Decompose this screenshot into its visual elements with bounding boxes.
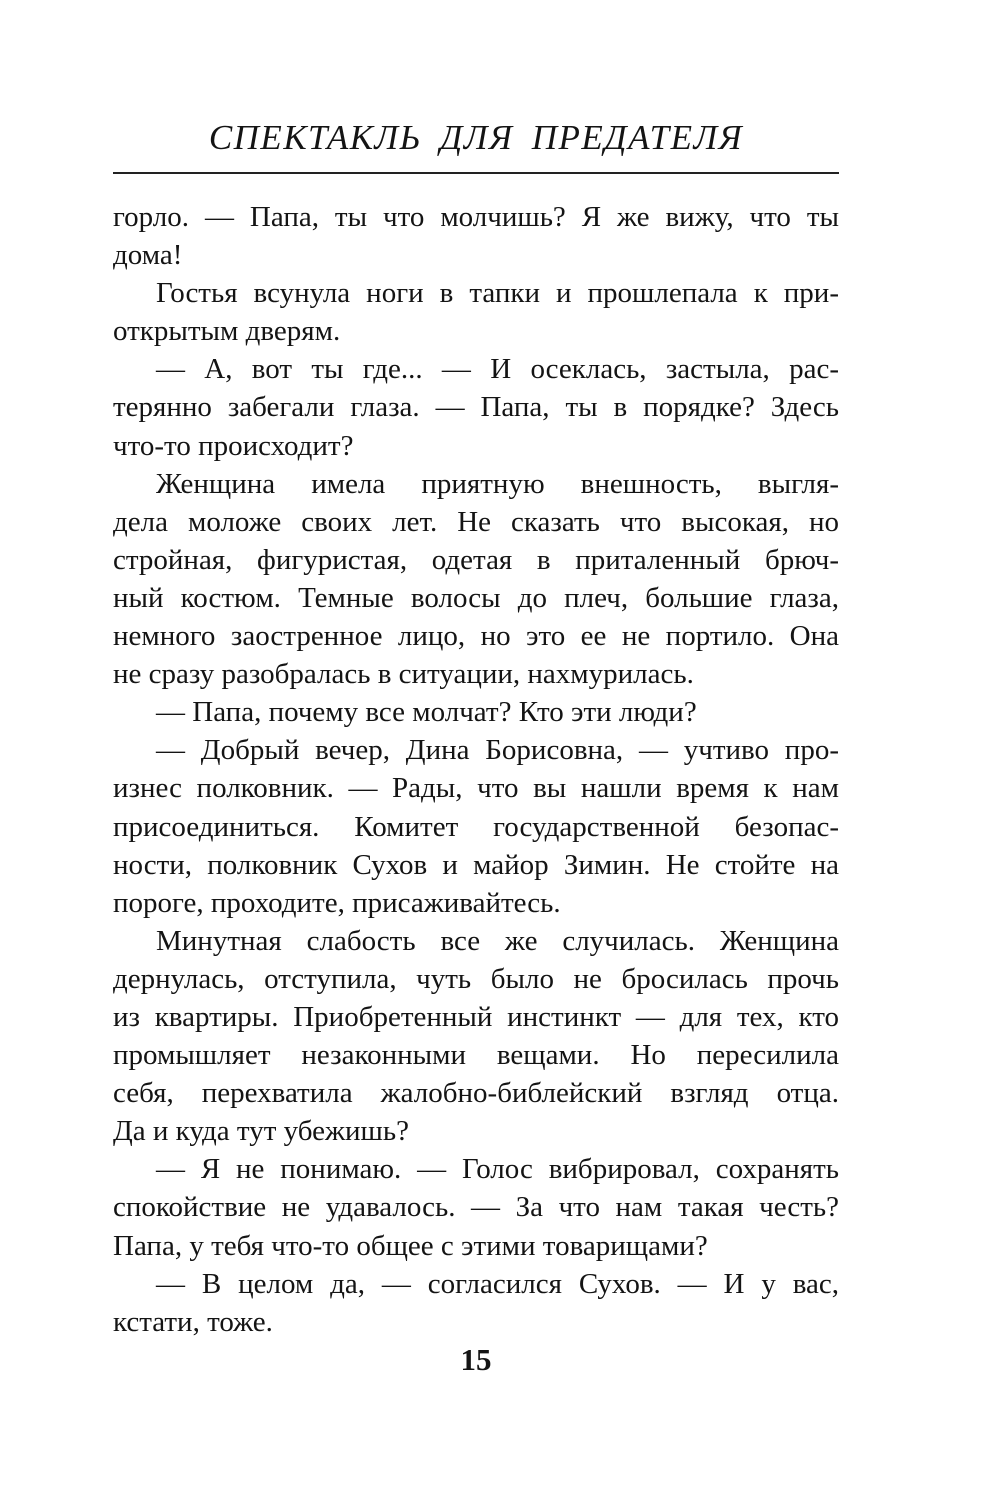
text-line: Гостья всунула ноги в тапки и прошлепала к при- (156, 277, 839, 310)
text-line: ный костюм. Темные волосы до плеч, большие глаза, (113, 581, 839, 614)
text-line: терянно забегали глаза. — Папа, ты в порядке? Здесь (113, 391, 839, 424)
text-line: — А, вот ты где... — И осеклась, застыла, рас- (156, 353, 839, 386)
text-line: что-то происходит? (113, 429, 354, 462)
text-line: немного заостренное лицо, но это ее не портило. Она (113, 620, 839, 653)
text-line: присоединиться. Комитет государственной безопас- (113, 810, 839, 843)
body-text (113, 198, 839, 1341)
text-line: себя, перехватила жалобно-библейский взгляд отца. (113, 1077, 839, 1110)
text-line: горло. — Папа, ты что молчишь? Я же вижу, что ты (113, 201, 839, 233)
text-line: Да и куда тут убежишь? (113, 1115, 409, 1148)
text-line: кстати, тоже. (113, 1305, 273, 1338)
running-head: СПЕКТАКЛЬ ДЛЯ ПРЕДАТЕЛЯ (208, 118, 744, 157)
text-line: спокойствие не удавалось. — За что нам такая честь? (113, 1191, 839, 1224)
text-line: — В целом да, — согласился Сухов. — И у вас, (156, 1267, 839, 1300)
page-number: 15 (460, 1342, 492, 1377)
text-line: — Добрый вечер, Дина Борисовна, — учтиво про- (156, 734, 839, 767)
text-line: Папа, у тебя что-то общее с этими товарищами? (113, 1229, 708, 1262)
header-rule (113, 172, 839, 174)
text-line: — Я не понимаю. — Голос вибрировал, сохранять (156, 1153, 839, 1186)
text-line: открытым дверям. (113, 315, 341, 348)
text-line: Минутная слабость все же случилась. Женщина (156, 924, 839, 957)
text-line: не сразу разобралась в ситуации, нахмурилась. (113, 658, 694, 691)
text-line: дернулась, отступила, чуть было не бросилась прочь (113, 962, 839, 995)
text-line: пороге, проходите, присаживайтесь. (113, 886, 561, 919)
text-line: стройная, фигуристая, одетая в приталенный брюч- (113, 543, 839, 576)
text-line: изнес полковник. — Рады, что вы нашли время к нам (113, 772, 839, 805)
text-line: дела моложе своих лет. Не сказать что высокая, но (113, 505, 839, 538)
text-line: ности, полковник Сухов и майор Зимин. Не стойте на (113, 848, 839, 881)
text-line: — Папа, почему все молчат? Кто эти люди? (156, 696, 697, 729)
text-line: Женщина имела приятную внешность, выгля- (156, 467, 839, 500)
text-line: дома! (113, 239, 183, 272)
text-line: промышляет незаконными вещами. Но пересилила (113, 1039, 839, 1072)
text-line: из квартиры. Приобретенный инстинкт — для тех, кто (113, 1000, 839, 1033)
